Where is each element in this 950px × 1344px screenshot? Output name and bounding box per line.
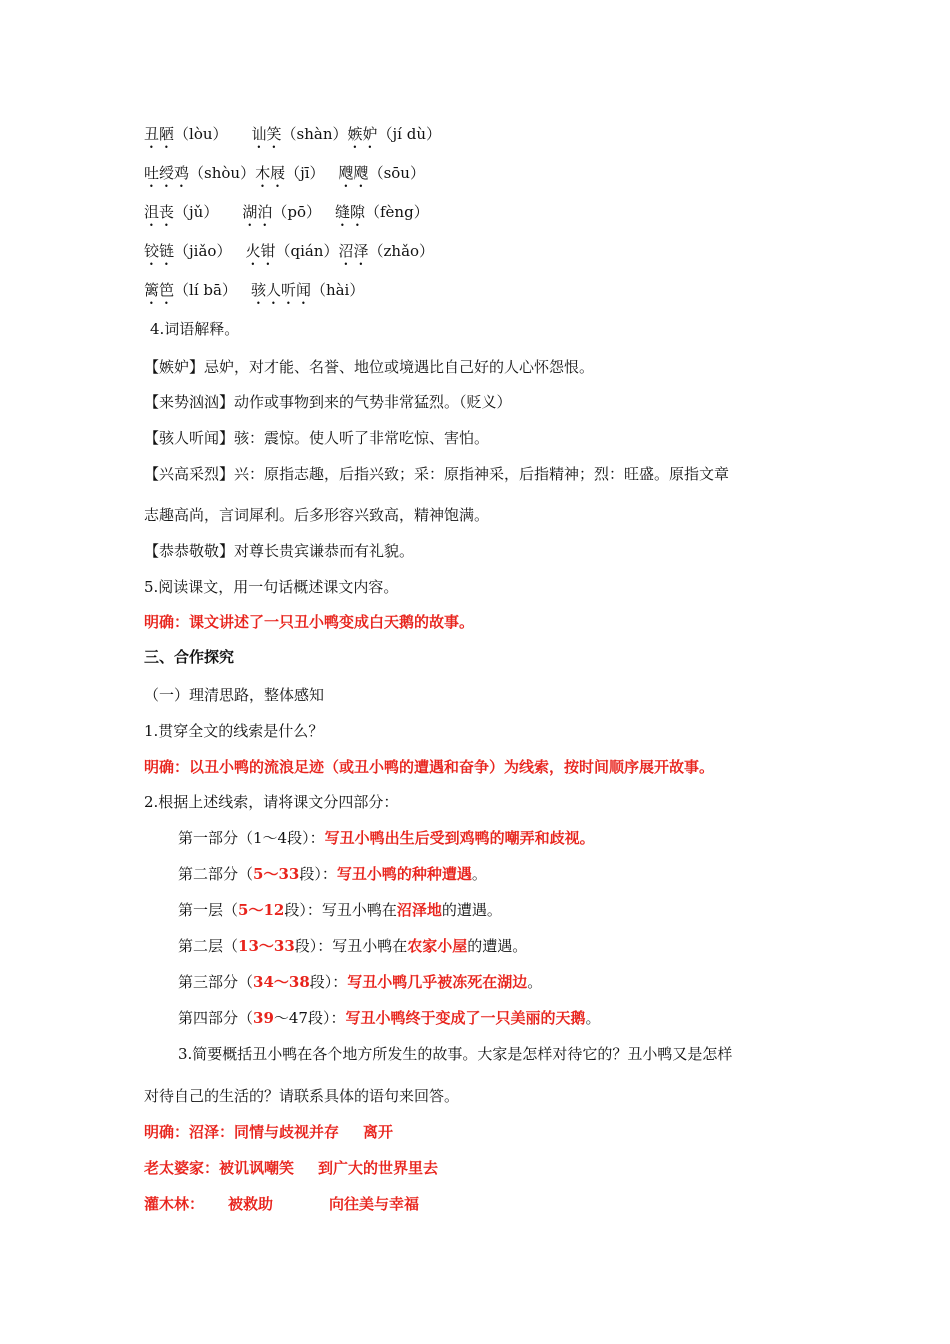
vocab-entry xyxy=(144,427,489,449)
vocab-heading: 4.词语解释。 xyxy=(150,320,240,338)
answer-row xyxy=(144,1157,438,1179)
answer-response: 到广大的世界里去 xyxy=(318,1159,439,1177)
question-5: 5.阅读课文，用一句话概述课文内容。 xyxy=(144,578,399,596)
part-label-end: 段）： xyxy=(299,865,337,883)
part-label-end: 段）： xyxy=(309,973,348,991)
vocab-definition: 兴：原指志趣，后指兴致；采：原指神采，后指精神；烈：旺盛。原指文章 xyxy=(234,465,730,483)
answer-response: 向往美与幸福 xyxy=(329,1195,420,1213)
pinyin-word: 骇人听闻 xyxy=(250,281,311,299)
vocab-entry xyxy=(144,391,512,413)
pinyin-word: 火钳 xyxy=(245,242,276,260)
part-label: 第四部分（ xyxy=(178,1009,254,1027)
answer-place: 灌木林： xyxy=(144,1195,205,1213)
pinyin-reading: （qián） xyxy=(275,242,339,260)
pinyin-reading: （sōu） xyxy=(368,164,425,182)
vocab-definition: 对尊长贵宾谦恭而有礼貌。 xyxy=(234,542,415,560)
vocab-definition: 忌妒，对才能、名誉、地位或境遇比自己好的人心怀怨恨。 xyxy=(204,358,595,376)
layer-1 xyxy=(178,899,502,921)
pinyin-reading: （lí bā） xyxy=(174,281,237,299)
pinyin-word: 铰链 xyxy=(144,242,175,260)
part-summary: 写丑小鸭终于变成了一只美丽的天鹅 xyxy=(345,1009,586,1027)
part-label: 第二部分（ xyxy=(178,865,254,883)
paragraph-range: 13～33 xyxy=(238,937,295,955)
pinyin-reading: （jī） xyxy=(285,164,325,182)
pinyin-reading: （zhǎo） xyxy=(368,242,435,260)
paragraph-range: 5～12 xyxy=(238,901,285,919)
layer-text-end: 的遭遇。 xyxy=(441,901,502,919)
question-1: 1.贯穿全文的线索是什么？ xyxy=(144,722,324,740)
part-3 xyxy=(178,971,542,993)
paragraph-range: 5～33 xyxy=(253,865,300,883)
pinyin-row xyxy=(144,123,441,152)
part-label: 第一部分（1～4段）： xyxy=(178,829,325,847)
pinyin-word: 湖泊 xyxy=(242,203,273,221)
answer-place: 明确：沼泽： xyxy=(144,1123,235,1141)
pinyin-word: 嫉妒 xyxy=(347,125,378,143)
answer-row xyxy=(144,1121,393,1143)
pinyin-word: 讪笑 xyxy=(251,125,282,143)
pinyin-row xyxy=(144,162,425,191)
part-summary: 写丑小鸭几乎被冻死在湖边 xyxy=(347,973,528,991)
pinyin-word: 丑陋 xyxy=(144,125,175,143)
vocab-entry xyxy=(144,356,594,378)
part-summary: 写丑小鸭出生后受到鸡鸭的嘲弄和歧视。 xyxy=(324,829,595,847)
part-2 xyxy=(178,863,487,885)
answer-treatment: 被讥讽嘲笑 xyxy=(219,1159,295,1177)
pinyin-reading: （lòu） xyxy=(174,125,228,143)
layer-highlight: 沼泽地 xyxy=(396,901,442,919)
pinyin-reading: （jiǎo） xyxy=(174,242,232,260)
pinyin-reading: （jí dù） xyxy=(377,125,441,143)
answer-response: 离开 xyxy=(363,1123,394,1141)
pinyin-word: 飕飕 xyxy=(338,164,369,182)
pinyin-reading: （jǔ） xyxy=(174,203,219,221)
layer-text: 段）：写丑小鸭在 xyxy=(284,901,397,919)
vocab-term: 【兴高采烈】 xyxy=(144,465,235,483)
paragraph-range: 39 xyxy=(253,1009,274,1027)
layer-highlight: 农家小屋 xyxy=(407,937,468,955)
pinyin-row xyxy=(144,201,429,230)
pinyin-reading: （hài） xyxy=(310,281,365,299)
answer-1: 明确：以丑小鸭的流浪足迹（或丑小鸭的遭遇和奋争）为线索，按时间顺序展开故事。 xyxy=(144,758,715,776)
vocab-entry xyxy=(144,463,729,485)
vocab-term: 【来势汹汹】 xyxy=(144,393,235,411)
pinyin-reading: （shàn） xyxy=(281,125,348,143)
layer-label: 第一层（ xyxy=(178,901,239,919)
layer-text: 段）：写丑小鸭在 xyxy=(294,937,408,955)
answer-5: 明确：课文讲述了一只丑小鸭变成白天鹅的故事。 xyxy=(144,613,475,631)
layer-label: 第二层（ xyxy=(178,937,239,955)
pinyin-word: 沮丧 xyxy=(144,203,175,221)
vocab-definition: 骇：震惊。使人听了非常吃惊、害怕。 xyxy=(234,429,490,447)
pinyin-row xyxy=(144,279,364,308)
answer-place: 老太婆家： xyxy=(144,1159,220,1177)
answer-row xyxy=(144,1193,419,1215)
layer-2 xyxy=(178,935,527,957)
paragraph-range: 34～38 xyxy=(253,973,310,991)
vocab-term: 【恭恭敬敬】 xyxy=(144,542,235,560)
vocab-entry xyxy=(144,540,414,562)
pinyin-word: 木屐 xyxy=(255,164,286,182)
answer-treatment: 被救助 xyxy=(228,1195,274,1213)
part-1 xyxy=(178,827,595,849)
vocab-term: 【嫉妒】 xyxy=(144,358,205,376)
part-label: 第三部分（ xyxy=(178,973,254,991)
part-label-end: ～47段）： xyxy=(273,1009,346,1027)
pinyin-word: 缝隙 xyxy=(334,203,365,221)
pinyin-reading: （fèng） xyxy=(365,203,429,221)
pinyin-word: 篱笆 xyxy=(144,281,175,299)
punctuation: 。 xyxy=(527,973,543,991)
pinyin-reading: （shòu） xyxy=(189,164,256,182)
pinyin-word: 沼泽 xyxy=(338,242,369,260)
punctuation: 。 xyxy=(471,865,487,883)
answer-treatment: 同情与歧视并存 xyxy=(234,1123,340,1141)
vocab-term: 【骇人听闻】 xyxy=(144,429,235,447)
part-4 xyxy=(178,1007,601,1029)
layer-text-end: 的遭遇。 xyxy=(467,937,528,955)
question-3: 3.简要概括丑小鸭在各个地方所发生的故事。大家是怎样对待它的？丑小鸭又是怎样 xyxy=(178,1045,733,1063)
question-3-continued: 对待自己的生活的？请联系具体的语句来回答。 xyxy=(144,1087,460,1105)
part-summary: 写丑小鸭的种种遭遇 xyxy=(336,865,472,883)
pinyin-reading: （pō） xyxy=(272,203,321,221)
pinyin-word: 吐绶鸡 xyxy=(144,164,190,182)
subsection-heading: （一）理清思路，整体感知 xyxy=(144,686,325,704)
vocab-definition: 动作或事物到来的气势非常猛烈。（贬义） xyxy=(234,393,512,411)
punctuation: 。 xyxy=(585,1009,601,1027)
question-2: 2.根据上述线索，请将课文分四部分： xyxy=(144,793,399,811)
pinyin-row xyxy=(144,240,434,269)
vocab-definition-continued: 志趣高尚，言词犀利。后多形容兴致高，精神饱满。 xyxy=(144,506,490,524)
section-heading: 三、合作探究 xyxy=(144,648,235,666)
